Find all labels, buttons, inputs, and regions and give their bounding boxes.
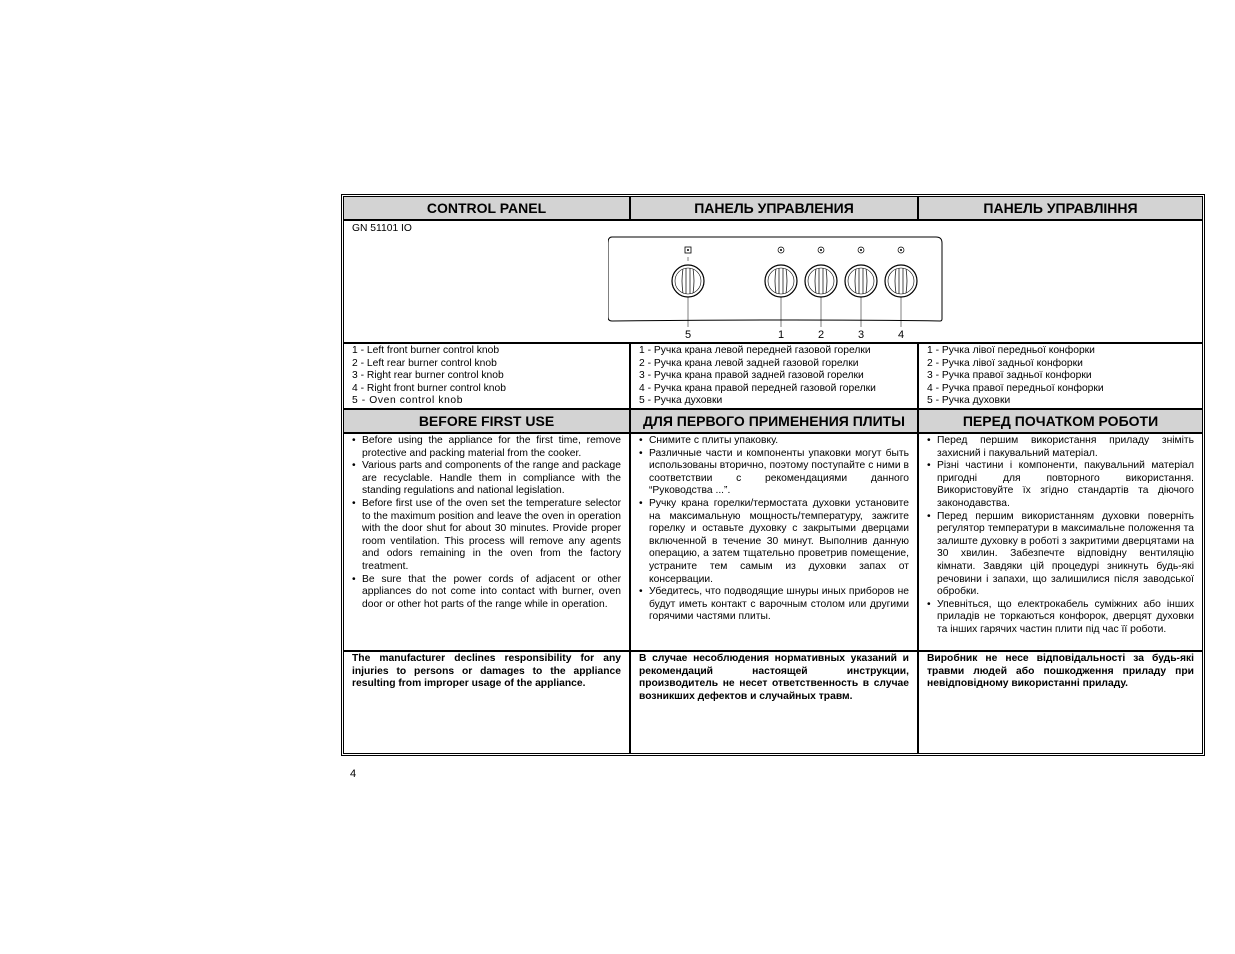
knob-legend-ru: [630, 343, 918, 409]
knob-legend-item: 2 - Ручка лівої задньої конфорки: [927, 357, 1083, 369]
control-panel-drawing-row: [343, 220, 1203, 343]
header-before-first-use-uk: ПЕРЕД ПОЧАТКОМ РОБОТИ: [918, 409, 1203, 433]
instruction-item: • Ручку крана горелки/термостата духовки установите на максимальную мощность/температуру, зажгите горелку и оставьте духовку с закрытыми дверцами включенной в течение 30 минут. Выполнив данную операцию, а затем тщательно проветрив помещение, устраните тем самым из духовки запах от консервации.: [639, 498, 909, 586]
knob-legend-item: 1 - Ручка крана левой передней газовой горелки: [639, 345, 871, 356]
instruction-item: • Убедитесь, что подводящие шнуры иных приборов не будут иметь контакт с варочным столом или другими горячими частями плиты.: [639, 586, 909, 624]
before-first-use-header-row: [343, 409, 1203, 433]
header-control-panel-en: CONTROL PANEL: [343, 196, 630, 220]
knob-legend-item: 1 - Ручка лівої передньої конфорки: [927, 345, 1095, 356]
knob-legend-item: 4 - Ручка крана правой передней газовой горелки: [639, 382, 876, 394]
disclaimer-ru: В случае несоблюдения нормативных указаний и рекомендаций настоящей инструкции, производитель не несет ответственность в случае возникших дефектов и случайных травм.: [630, 651, 918, 754]
knob-number-1: 1: [777, 329, 785, 341]
before-first-use-en: [343, 433, 630, 651]
knob-legend-item: 3 - Right rear burner control knob: [352, 370, 504, 382]
header-before-first-use-en: BEFORE FIRST USE: [343, 409, 630, 433]
instruction-item: • Be sure that the power cords of adjacent or other appliances do not come into contact with burner, oven door or other hot parts of the range while in operation.: [352, 574, 621, 612]
disclaimer-row: [343, 651, 1203, 754]
control-panel-header-row: [343, 196, 1203, 220]
knob-number-3: 3: [857, 329, 865, 341]
instruction-item: • Before using the appliance for the first time, remove protective and packing material from the cooker.: [352, 435, 621, 460]
knob-legend-en: [343, 343, 630, 409]
before-first-use-uk: [918, 433, 1203, 651]
instruction-item: • Різні частини і компоненти, пакувальний матеріал пригодні для повторного використання. Використовуйте їх згідно стандартів та діючого законодавства.: [927, 460, 1194, 510]
knob-legend-item: 3 - Ручка крана правой задней газовой горелки: [639, 370, 864, 382]
knob-legend-item: 4 - Right front burner control knob: [352, 382, 506, 394]
header-control-panel-uk: ПАНЕЛЬ УПРАВЛІННЯ: [918, 196, 1203, 220]
knob-legend-item: 1 - Left front burner control knob: [352, 345, 500, 356]
instruction-item: • Различные части и компоненты упаковки могут быть использованы вторично, поэтому поступайте с ними в соответствии с рекомендациями данного “Руководства ...”.: [639, 448, 909, 498]
knob-number-4: 4: [897, 329, 905, 341]
before-first-use-ru: [630, 433, 918, 651]
manual-page-table: [341, 194, 1205, 756]
knob-legend-item: 4 - Ручка правої передньої конфорки: [927, 382, 1104, 394]
disclaimer-en: The manufacturer declines responsibility for any injuries to persons or damages to the appliance resulting from improper usage of the appliance.: [343, 651, 630, 754]
header-before-first-use-ru: ДЛЯ ПЕРВОГО ПРИМЕНЕНИЯ ПЛИТЫ: [630, 409, 918, 433]
knob-legend-item: 5 - Ручка духовки: [639, 395, 723, 407]
knob-legend-item: 2 - Ручка крана левой задней газовой горелки: [639, 357, 859, 369]
header-control-panel-ru: ПАНЕЛЬ УПРАВЛЕНИЯ: [630, 196, 918, 220]
control-panel-diagram: [608, 233, 944, 343]
instruction-item: • Снимите с плиты упаковку.: [639, 435, 909, 448]
knob-legend-row: [343, 343, 1203, 409]
instruction-item: • Before first use of the oven set the temperature selector to the maximum position and leave the oven in operation with the door shut for about 30 minutes. Provide proper room ventilation. This process will remove any agents and odors remaining in the oven from the factory treatment.: [352, 498, 621, 574]
knob-legend-item: 2 - Left rear burner control knob: [352, 357, 497, 369]
instruction-item: • Упевніться, що електрокабель суміжних або інших приладів не торкаються конфорок, дверцят духовки та інших гарячих частин плити під час її роботи.: [927, 599, 1194, 637]
knob-legend-item: 5 - Ручка духовки: [927, 395, 1011, 407]
knob-legend-item: 3 - Ручка правої задньої конфорки: [927, 370, 1092, 382]
instruction-item: • Перед першим використанням духовки поверніть регулятор температури в максимальне положення та залиште духовку в роботі з закритими дверцятами на 30 хвилин. Забезпечте відповідну вентиляцію кімнати. Завдяки цій процедурі зникнуть будь-які речовини і запахи, що залишилися після заводської обробки.: [927, 511, 1194, 599]
model-number: GN 51101 IO: [352, 223, 412, 234]
disclaimer-uk: Виробник не несе відповідальності за будь-які травми людей або пошкодження приладу при невідповідному використанні приладу.: [918, 651, 1203, 754]
instruction-item: • Перед першим використання приладу зніміть захисний і пакувальний матеріал.: [927, 435, 1194, 460]
knob-number-2: 2: [817, 329, 825, 341]
before-first-use-row: [343, 433, 1203, 651]
control-panel-drawing-cell: [343, 220, 1203, 343]
page-number: 4: [350, 768, 357, 780]
knob-number-5: 5: [684, 329, 692, 341]
knob-legend-uk: [918, 343, 1203, 409]
knob-legend-item: 5 - Oven control knob: [352, 395, 464, 407]
instruction-item: • Various parts and components of the range and package are recyclable. Handle them in compliance with the standing regulations and national legislation.: [352, 460, 621, 498]
